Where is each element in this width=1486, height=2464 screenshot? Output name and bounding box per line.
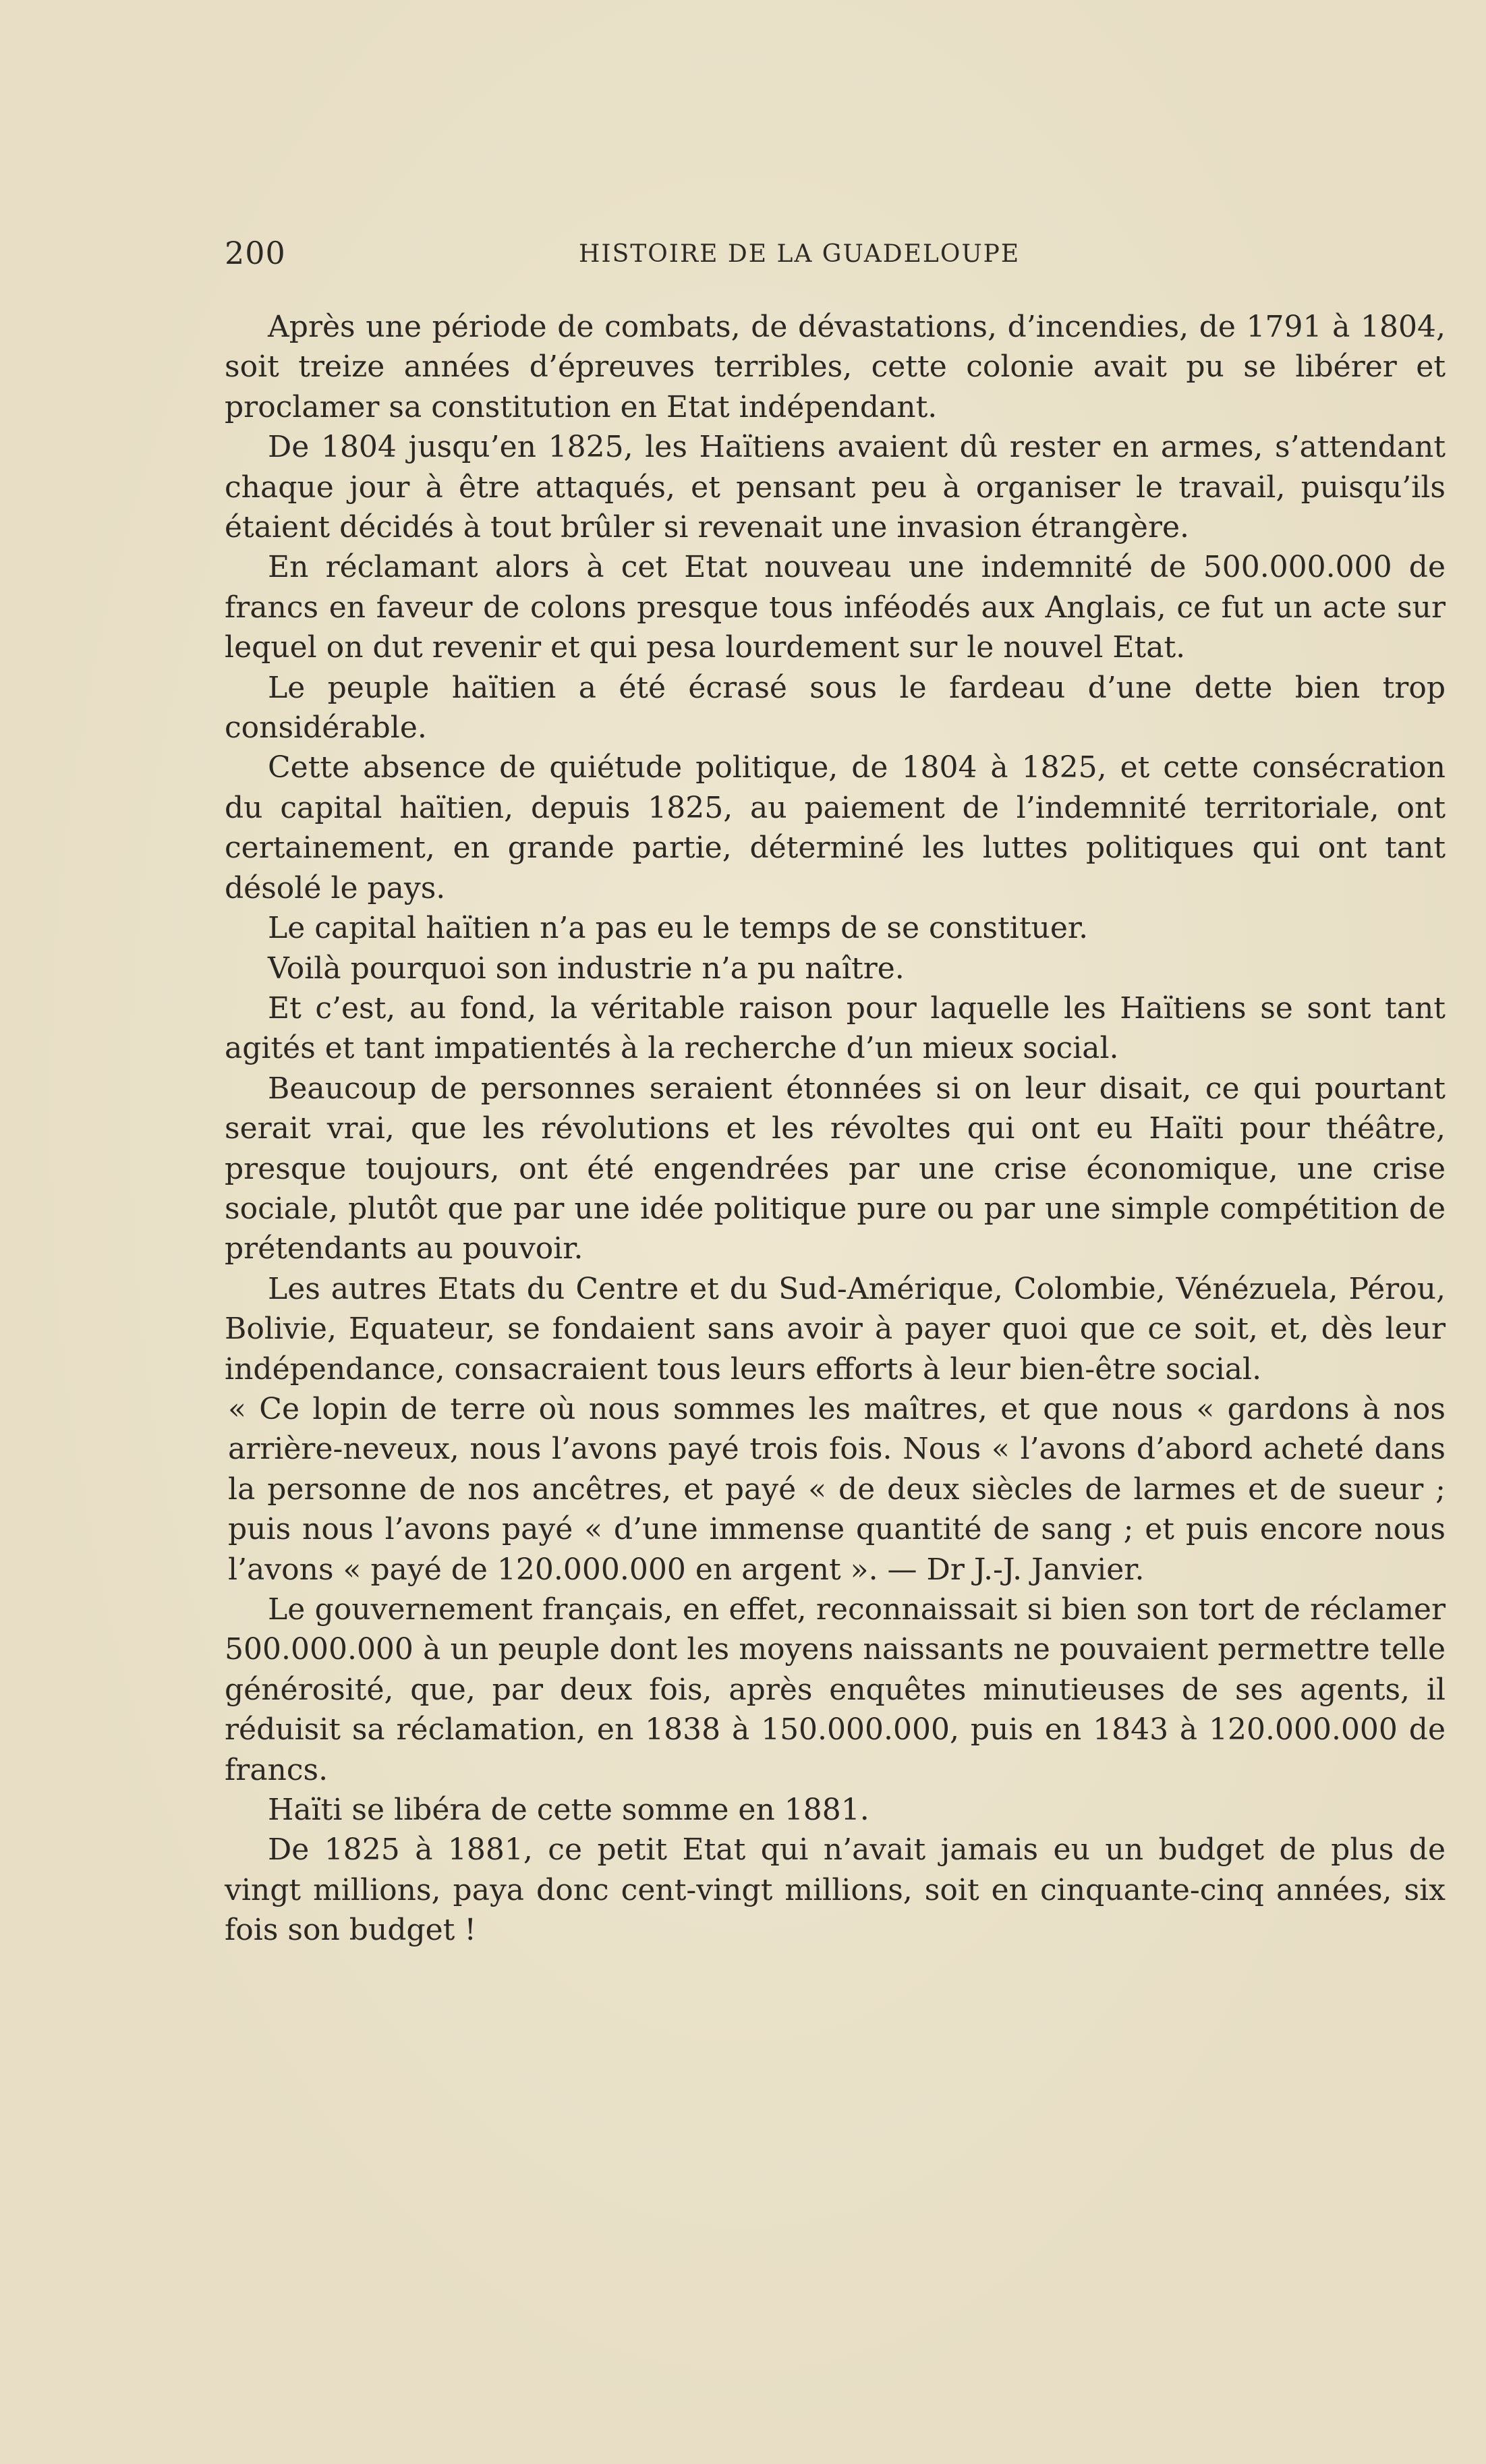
paragraph: Haïti se libéra de cette somme en 1881. <box>268 1793 869 1828</box>
paragraph: Cette absence de quiétude politique, de 1804 à 1825, et cette consécration du capital haïtien, depuis 1825, au paiement de l’indemnité territoriale, ont certainement, en grande partie, déterminé les luttes politiques qui ont tant désolé le pays. <box>225 750 1446 905</box>
paragraph: Les autres Etats du Centre et du Sud-Amérique, Colombie, Vénézuela, Pérou, Bolivie, Equateur, se fondaient sans avoir à payer quoi que ce soit, et, dès leur indépendance, consacraient tous leurs efforts à leur bien-être social. <box>225 1271 1446 1387</box>
paragraph: Et c’est, au fond, la véritable raison pour laquelle les Haïtiens se sont tant agités et tant impatientés à la recherche d’un mieux social. <box>225 990 1446 1066</box>
paragraph: De 1804 jusqu’en 1825, les Haïtiens avaient dû rester en armes, s’attendant chaque jour à être attaqués, et pensant peu à organiser le travail, puisqu’ils étaient décidés à tout brûler si revenait une invasion étrangère. <box>225 430 1446 545</box>
page-number: 200 <box>225 235 286 271</box>
paragraph: Le gouvernement français, en effet, reconnaissait si bien son tort de réclamer 500.000.000 à un peuple dont les moyens naissants ne pouvaient permettre telle générosité, que, par deux fois, après enquêtes minutieuses de ses agents, il réduisit sa réclamation, en 1838 à 150.000.000, puis en 1843 à 120.000.000 de francs. <box>225 1592 1446 1787</box>
paragraph: Beaucoup de personnes seraient étonnées si on leur disait, ce qui pourtant serait vrai, que les révolutions et les révoltes qui ont eu Haïti pour théâtre, presque toujours, ont été engendrées par une crise économique, une crise sociale, plutôt que par une idée politique pure ou par une simple compétition de prétendants au pouvoir. <box>225 1071 1446 1266</box>
running-header <box>225 235 1263 275</box>
paragraph: Après une période de combats, de dévastations, d’incendies, de 1791 à 1804, soit treize années d’épreuves terribles, cette colonie avait pu se libérer et proclamer sa constitution en Etat indépendant. <box>225 310 1446 424</box>
janvier-quote: « Ce lopin de terre où nous sommes les maîtres, et que nous « gardons à nos arrière-neveux, nous l’avons payé trois fois. Nous « l’avons d’abord acheté dans la personne de nos ancêtres, et payé « de deux siècles de larmes et de sueur ; puis nous l’avons payé « d’une immense quantité de sang ; et puis encore nous l’avons « payé de 120.000.000 en argent ». — Dr J.-J. Janvier. <box>228 1391 1446 1587</box>
paragraph: Le capital haïtien n’a pas eu le temps de se constituer. <box>268 911 1089 946</box>
body-text <box>225 307 1446 1951</box>
paragraph: De 1825 à 1881, ce petit Etat qui n’avait jamais eu un budget de plus de vingt millions, paya donc cent-vingt millions, soit en cinquante-cinq années, six fois son budget ! <box>225 1832 1446 1948</box>
running-title: HISTOIRE DE LA GUADELOUPE <box>579 240 1021 268</box>
paragraph: En réclamant alors à cet Etat nouveau une indemnité de 500.000.000 de francs en faveur de colons presque tous inféodés aux Anglais, ce fut un acte sur lequel on dut revenir et qui pesa lourdement sur le nouvel Etat. <box>225 550 1446 665</box>
paragraph: Le peuple haïtien a été écrasé sous le fardeau d’une dette bien trop considérable. <box>225 670 1446 746</box>
paragraph: Voilà pourquoi son industrie n’a pu naître. <box>268 951 905 986</box>
